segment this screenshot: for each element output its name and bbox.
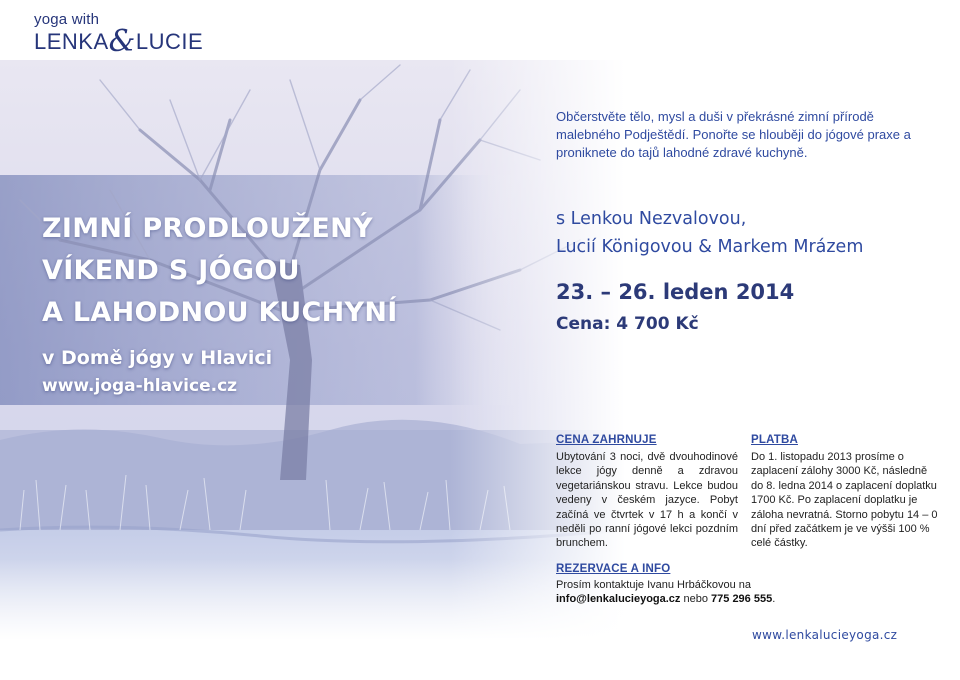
included-section xyxy=(556,434,738,551)
logo-ampersand: & xyxy=(108,24,136,59)
logo xyxy=(34,11,204,59)
headline-line: VÍKEND S JÓGOU xyxy=(42,255,300,286)
reservation-connector: nebo xyxy=(680,593,712,606)
payment-heading: PLATBA xyxy=(751,434,798,446)
payment-section xyxy=(751,434,941,551)
payment-text: Do 1. listopadu 2013 prosíme o zaplacení zálohy 3000 Kč, následně do 8. ledna 2014 o zaplacení doplatku 1700 Kč. Po zaplacení doplatku je záloha nevratná. Storno pobytu 14 – 0 dní před začátkem je ve výšši 100 % celé částky. xyxy=(751,451,938,550)
intro-paragraph: Občerstvěte tělo, mysl a duši v překrásné zimní přírodě malebného Podještědí. Ponořte se hlouběji do jógové praxe a proniknete do tajů lahodné zdravé kuchyně. xyxy=(556,109,911,160)
event-headline xyxy=(42,208,398,334)
phone-number[interactable]: 775 296 555 xyxy=(711,593,773,606)
event-price: Cena: 4 700 Kč xyxy=(556,314,699,334)
headline-line: A LAHODNOU KUCHYNÍ xyxy=(42,297,398,328)
venue-text: v Domě jógy v Hlavici xyxy=(42,347,273,369)
venue-website-link[interactable]: www.joga-hlavice.cz xyxy=(42,376,238,396)
logo-tagline: yoga with xyxy=(34,11,100,28)
teachers-line: s Lenkou Nezvalovou, xyxy=(556,209,747,229)
included-text: Ubytování 3 noci, dvě dvouhodinové lekce jógy denně a zdravou vegetariánskou stravu. Lekce budou vedeny v českém jazyce. Pobyt začíná ve čtvrtek v 17 h a končí v neděli po ranní jógové lekci pozdním brunchem. xyxy=(556,451,738,550)
footer-website-link[interactable]: www.lenkalucieyoga.cz xyxy=(752,628,898,642)
reservation-heading: REZERVACE A INFO xyxy=(556,563,671,575)
teachers xyxy=(556,205,863,261)
event-dates: 23. – 26. leden 2014 xyxy=(556,280,795,304)
logo-name-left: LENKA xyxy=(34,29,109,54)
logo-name-right: LUCIE xyxy=(135,29,204,54)
included-heading: CENA ZAHRNUJE xyxy=(556,434,657,446)
reservation-end: . xyxy=(772,593,776,606)
headline-line: ZIMNÍ PRODLOUŽENÝ xyxy=(42,213,373,244)
teachers-line: Lucií Königovou & Markem Mrázem xyxy=(556,237,864,257)
reservation-section xyxy=(556,563,936,607)
reservation-line: Prosím kontaktuje Ivanu Hrbáčkovou na xyxy=(556,579,752,591)
email-link[interactable]: info@lenkalucieyoga.cz xyxy=(556,593,681,606)
